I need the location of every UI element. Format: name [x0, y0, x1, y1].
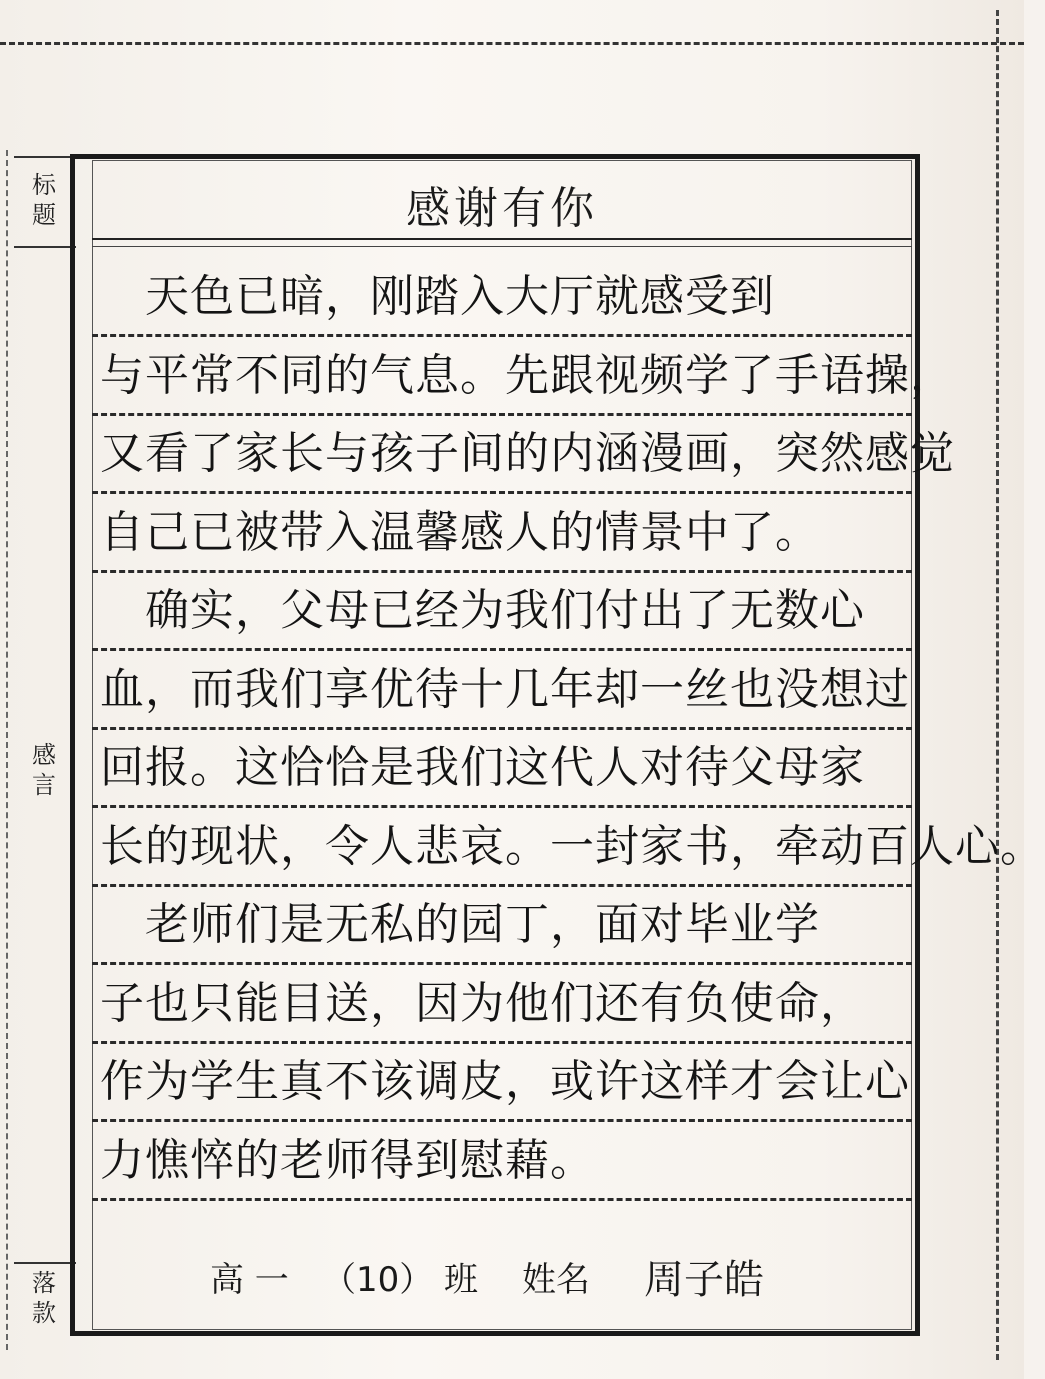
essay-line: 老师们是无私的园丁，面对毕业学 — [100, 899, 820, 950]
side-label-signature: 落 款 — [32, 1269, 56, 1327]
essay-line: 子也只能目送，因为他们还有负使命， — [100, 978, 865, 1029]
side-label-title: 标 题 — [32, 171, 56, 229]
essay-line: 又看了家长与孩子间的内涵漫画，突然感觉 — [100, 428, 955, 479]
dashed-ruled-line — [92, 334, 912, 337]
side-divider — [14, 1262, 76, 1264]
dashed-ruled-line — [92, 1119, 912, 1122]
student-name: 周子皓 — [644, 1257, 764, 1303]
title-rule — [92, 238, 912, 240]
essay-line: 与平常不同的气息。先跟视频学了手语操， — [100, 350, 955, 401]
dashed-ruled-line — [92, 962, 912, 965]
essay-line: 血，而我们享优待十几年却一丝也没想过 — [100, 664, 910, 715]
essay-line: 确实，父母已经为我们付出了无数心 — [100, 585, 865, 636]
dashed-ruled-line — [92, 648, 912, 651]
essay-line: 作为学生真不该调皮，或许这样才会让心 — [100, 1056, 910, 1107]
side-divider — [14, 156, 76, 158]
dashed-ruled-line — [92, 413, 912, 416]
name-label: 姓名 — [522, 1260, 590, 1300]
dashed-ruled-line — [92, 570, 912, 573]
cut-line-right — [996, 10, 999, 1360]
essay-line: 自己已被带入温馨感人的情景中了。 — [100, 507, 820, 558]
class-label: 班 — [444, 1260, 478, 1300]
class-number: （10） — [322, 1260, 434, 1300]
grade-label: 高 一 — [210, 1260, 289, 1300]
title-rule — [92, 246, 912, 247]
essay-line: 回报。这恰恰是我们这代人对待父母家 — [100, 742, 865, 793]
essay-line: 天色已暗，刚踏入大厅就感受到 — [100, 271, 775, 322]
side-divider — [14, 246, 76, 248]
essay-line: 力憔悴的老师得到慰藉。 — [100, 1135, 595, 1186]
dashed-ruled-line — [92, 805, 912, 808]
dashed-ruled-line — [92, 1198, 912, 1201]
dashed-ruled-line — [92, 491, 912, 494]
cut-line-top — [0, 42, 1024, 45]
dashed-ruled-line — [92, 727, 912, 730]
signature-row — [92, 1250, 912, 1310]
side-label-content: 感 言 — [32, 741, 56, 799]
essay-title: 感谢有你 — [406, 183, 598, 234]
essay-line: 长的现状，令人悲哀。一封家书，牵动百人心。 — [100, 821, 1045, 872]
dashed-ruled-line — [92, 884, 912, 887]
cut-line-left — [6, 150, 8, 1350]
dashed-ruled-line — [92, 1041, 912, 1044]
